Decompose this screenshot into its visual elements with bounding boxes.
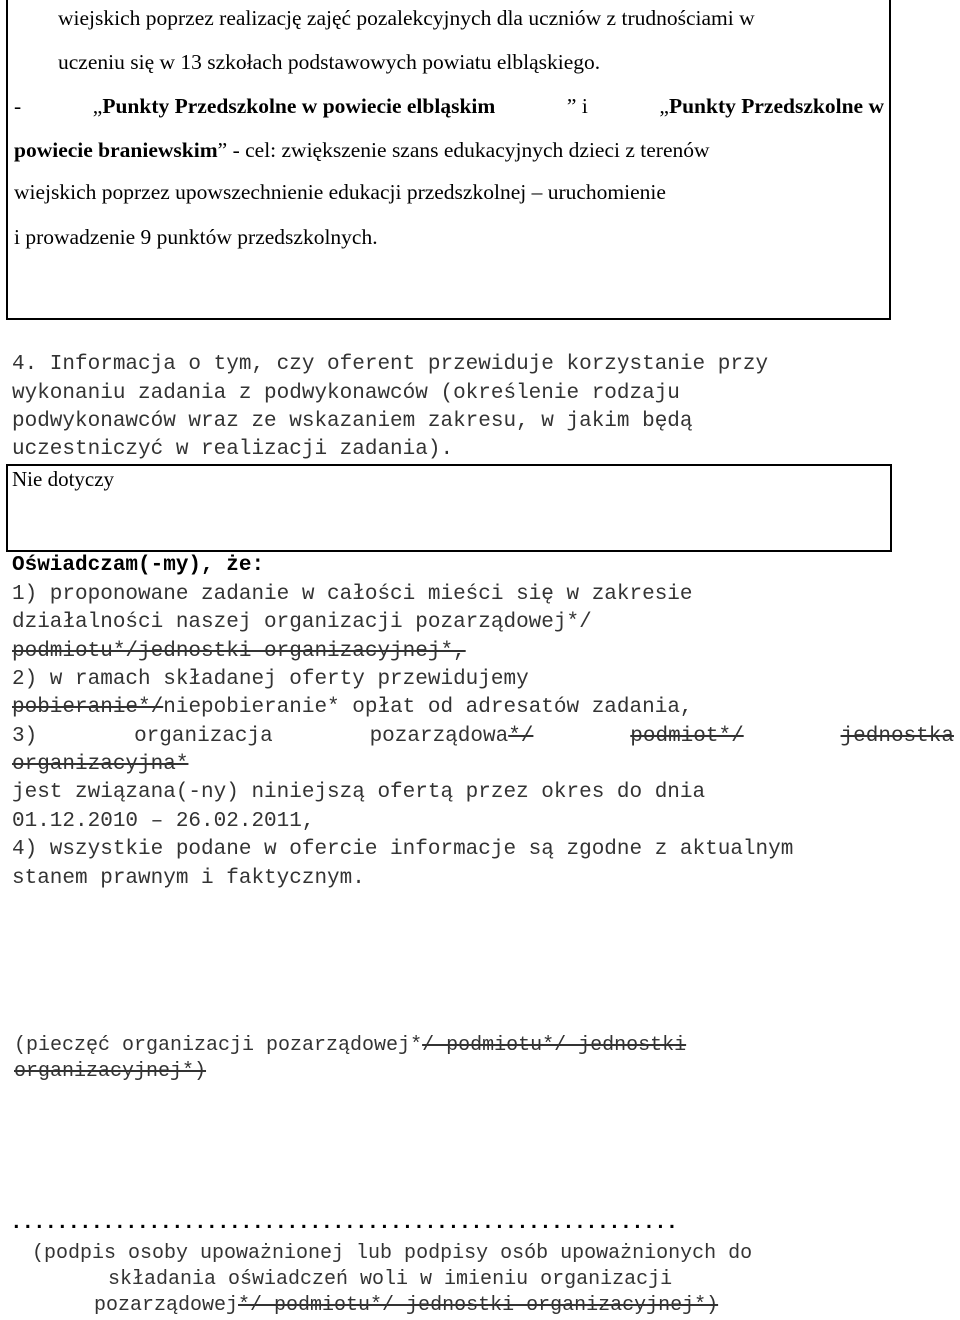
- declaration-3d: 01.12.2010 – 26.02.2011,: [12, 810, 315, 833]
- section4-line-2: wykonaniu zadania z podwykonawców (określenie rodzaju: [12, 382, 680, 405]
- declaration-4b: stanem prawnym i faktycznym.: [12, 867, 365, 890]
- section4-line-1: 4. Informacja o tym, czy oferent przewiduje korzystanie przy: [12, 353, 769, 376]
- box-line-1: wiejskich poprzez realizację zajęć pozalekcyjnych dla uczniów z trudnościami w: [58, 6, 755, 30]
- signature-caption-1: (podpis osoby upoważnionej lub podpisy osób upoważnionych do: [32, 1242, 753, 1265]
- stamp-caption-line-2: organizacyjnej*): [14, 1060, 207, 1083]
- declaration-2b: pobieranie*/niepobieranie* opłat od adresatów zadania,: [12, 696, 693, 719]
- stamp-caption-line-1: (pieczęć organizacji pozarządowej*/ podmiotu*/ jednostki: [14, 1034, 687, 1057]
- declaration-3b: organizacyjna*: [12, 753, 189, 776]
- declaration-3a: 3) organizacja pozarządowa*/ podmiot*/ jednostka: [12, 725, 954, 748]
- declaration-3c: jest związana(-ny) niniejszą ofertą przez okres do dnia: [12, 781, 706, 804]
- project-description-box: [6, 0, 891, 320]
- declaration-2a: 2) w ramach składanej oferty przewidujemy: [12, 668, 529, 691]
- project-title-2: „Punkty Przedszkolne w: [659, 94, 884, 118]
- box-line-5: wiejskich poprzez upowszechnienie edukacji przedszkolnej – uruchomienie: [14, 180, 666, 204]
- declaration-1b: działalności naszej organizacji pozarządowej*/: [12, 611, 592, 634]
- box-line-2: uczeniu się w 13 szkołach podstawowych powiatu elbląskiego.: [58, 50, 601, 74]
- box-line-6: i prowadzenie 9 punktów przedszkolnych.: [14, 225, 378, 249]
- section4-line-4: uczestniczyć w realizacji zadania).: [12, 438, 454, 461]
- subcontractor-answer: Nie dotyczy: [12, 467, 115, 491]
- box-line-3: - „Punkty Przedszkolne w powiecie elbląskim ” i „Punkty Przedszkolne w: [14, 94, 884, 118]
- box-line-4: powiecie braniewskim” - cel: zwiększenie szans edukacyjnych dzieci z terenów: [14, 138, 710, 162]
- declaration-1a: 1) proponowane zadanie w całości mieści się w zakresie: [12, 583, 693, 606]
- section4-line-3: podwykonawców wraz ze wskazaniem zakresu, w jakim będą: [12, 410, 693, 433]
- declaration-title: Oświadczam(-my), że:: [12, 554, 265, 577]
- declaration-4a: 4) wszystkie podane w ofercie informacje są zgodne z aktualnym: [12, 838, 794, 861]
- declaration-1c: podmiotu*/jednostki organizacyjnej*,: [12, 640, 466, 663]
- subcontractor-answer-box: [6, 464, 892, 552]
- signature-caption-3: pozarządowej*/ podmiotu*/ jednostki organizacyjnej*): [94, 1294, 719, 1317]
- signature-caption-2: składania oświadczeń woli w imieniu organizacji: [108, 1268, 673, 1291]
- project-title-1: „Punkty Przedszkolne w powiecie elbląskim: [92, 94, 496, 118]
- signature-line: ..........................................................: [10, 1212, 678, 1235]
